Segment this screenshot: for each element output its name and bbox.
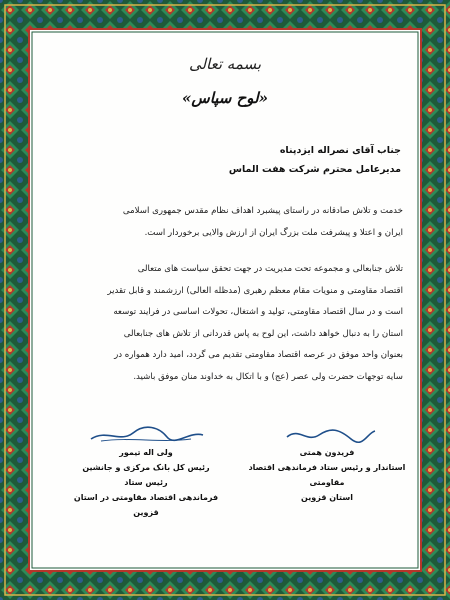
paragraph-line: بعنوان واحد موفق در عرصه اقتصاد مقاومتی تقدیم می گردد، امید دارد همواره در <box>114 350 403 360</box>
paragraph-1 <box>47 201 403 244</box>
signatory-title-left-1: رئیس کل بانک مرکزی و جانشین رئیس ستاد <box>82 463 210 487</box>
signatory-title-right-2: استان قزوین <box>301 493 353 502</box>
paragraph-2 <box>47 259 403 388</box>
signatory-name-right: فریدون همتی <box>299 448 355 457</box>
signature-block-right <box>247 425 407 505</box>
paragraph-line: استان را به دنبال خواهد داشت، این لوح به پاس قدردانی از تلاش های جنابعالی <box>123 328 403 339</box>
certificate-content <box>33 33 417 567</box>
signature-block-left <box>71 425 221 520</box>
recipient-position: مدیرعامل محترم شرکت هفت الماس <box>228 164 401 175</box>
paragraph-line: اقتصاد مقاومتی و منویات مقام معظم رهبری (مدظله العالی) ارزشمند و قابل تقدیر <box>107 285 403 296</box>
signatory-title-right-1: استاندار و رئیس ستاد فرماندهی اقتصاد مقاومتی <box>248 463 406 487</box>
basmala: بسمه تعالی <box>188 55 262 73</box>
signatory-title-left-2: فرماندهی اقتصاد مقاومتی در استان قزوین <box>73 493 219 517</box>
paragraph-line: است و در سال اقتصاد مقاومتی، تولید و اشتغال، تحولات اساسی در فرایند توسعه <box>113 307 403 317</box>
certificate-title: «لوح سپاس» <box>182 89 268 107</box>
paragraph-line: سایه توجهات حضرت ولی عصر (عج) و با اتکال به خداوند منان موفق باشید. <box>133 371 403 382</box>
paragraph-line: تلاش جنابعالی و مجموعه تحت مدیریت در جهت تحقق سیاست های متعالی <box>137 264 403 274</box>
signatory-name-left: ولی اله تیمور <box>119 448 173 457</box>
handwritten-signature-left <box>71 425 221 445</box>
recipient-name: جناب آقای نصراله ایزدپناه <box>279 145 401 156</box>
paragraph-line: ایران و اعتلا و پیشرفت ملت بزرگ ایران از ارزش والایی برخوردار است. <box>144 227 403 238</box>
handwritten-signature-right <box>247 425 407 445</box>
paragraph-line: خدمت و تلاش صادقانه در راستای پیشبرد اهداف نظام مقدس جمهوری اسلامی <box>122 206 403 216</box>
